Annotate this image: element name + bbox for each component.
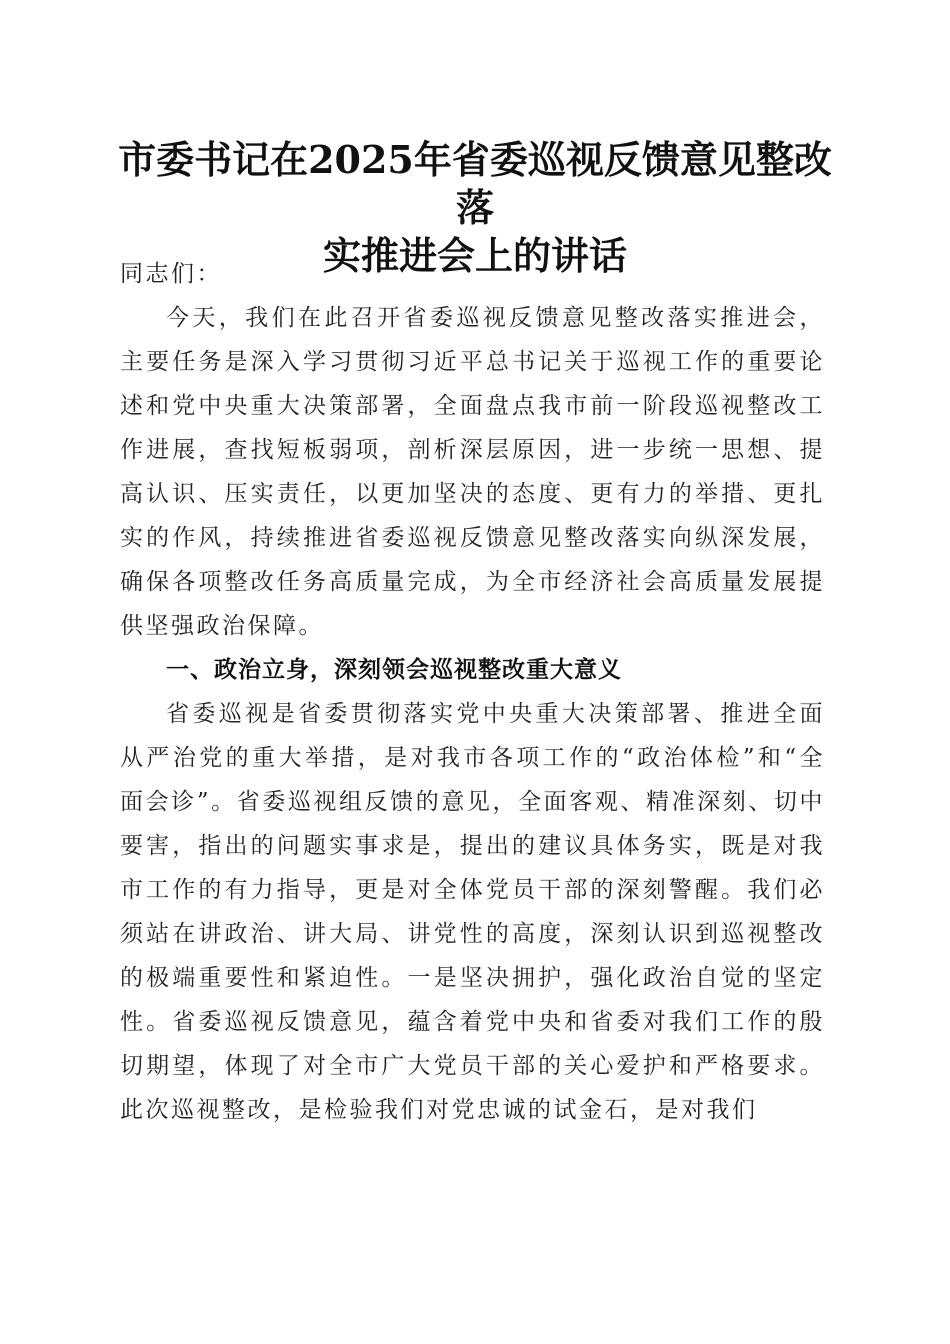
title-line-2: 实推进会上的讲话	[322, 233, 627, 278]
section-heading-1: 一、政治立身，深刻领会巡视整改重大意义	[166, 657, 622, 683]
paragraph-section-1: 省委巡视是省委贯彻落实党中央重大决策部署、推进全面从严治党的重大举措，是对我市各项工作的“政治体检”和“全面会诊”。省委巡视组反馈的意见，全面客观、精准深刻、切中要害，指出的问题实事求是，提出的建议具体务实，既是对我市工作的有力指导，更是对全体党员干部的深刻警醒。我们必须站在讲政治、讲大局、讲党性的高度，深刻认识到巡视整改的极端重要性和紧迫性。一是坚决拥护，强化政治自觉的坚定性。省委巡视反馈意见，蕴含着党中央和省委对我们工作的殷切期望，体现了对全市广大党员干部的关心爱护和严格要求。此次巡视整改，是检验我们对党忠诚的试金石，是对我们	[120, 701, 825, 1123]
salutation: 同志们：	[120, 261, 222, 287]
document-body	[120, 252, 825, 1132]
paragraph-intro: 今天，我们在此召开省委巡视反馈意见整改落实推进会，主要任务是深入学习贯彻习近平总书记关于巡视工作的重要论述和党中央重大决策部署，全面盘点我市前一阶段巡视整改工作进展，查找短板弱项，剖析深层原因，进一步统一思想、提高认识、压实责任，以更加坚决的态度、更有力的举措、更扎实的作风，持续推进省委巡视反馈意见整改落实向纵深发展，确保各项整改任务高质量完成，为全市经济社会高质量发展提供坚强政治保障。	[120, 305, 825, 639]
title-line-1: 市委书记在2025年省委巡视反馈意见整改落	[118, 137, 832, 230]
